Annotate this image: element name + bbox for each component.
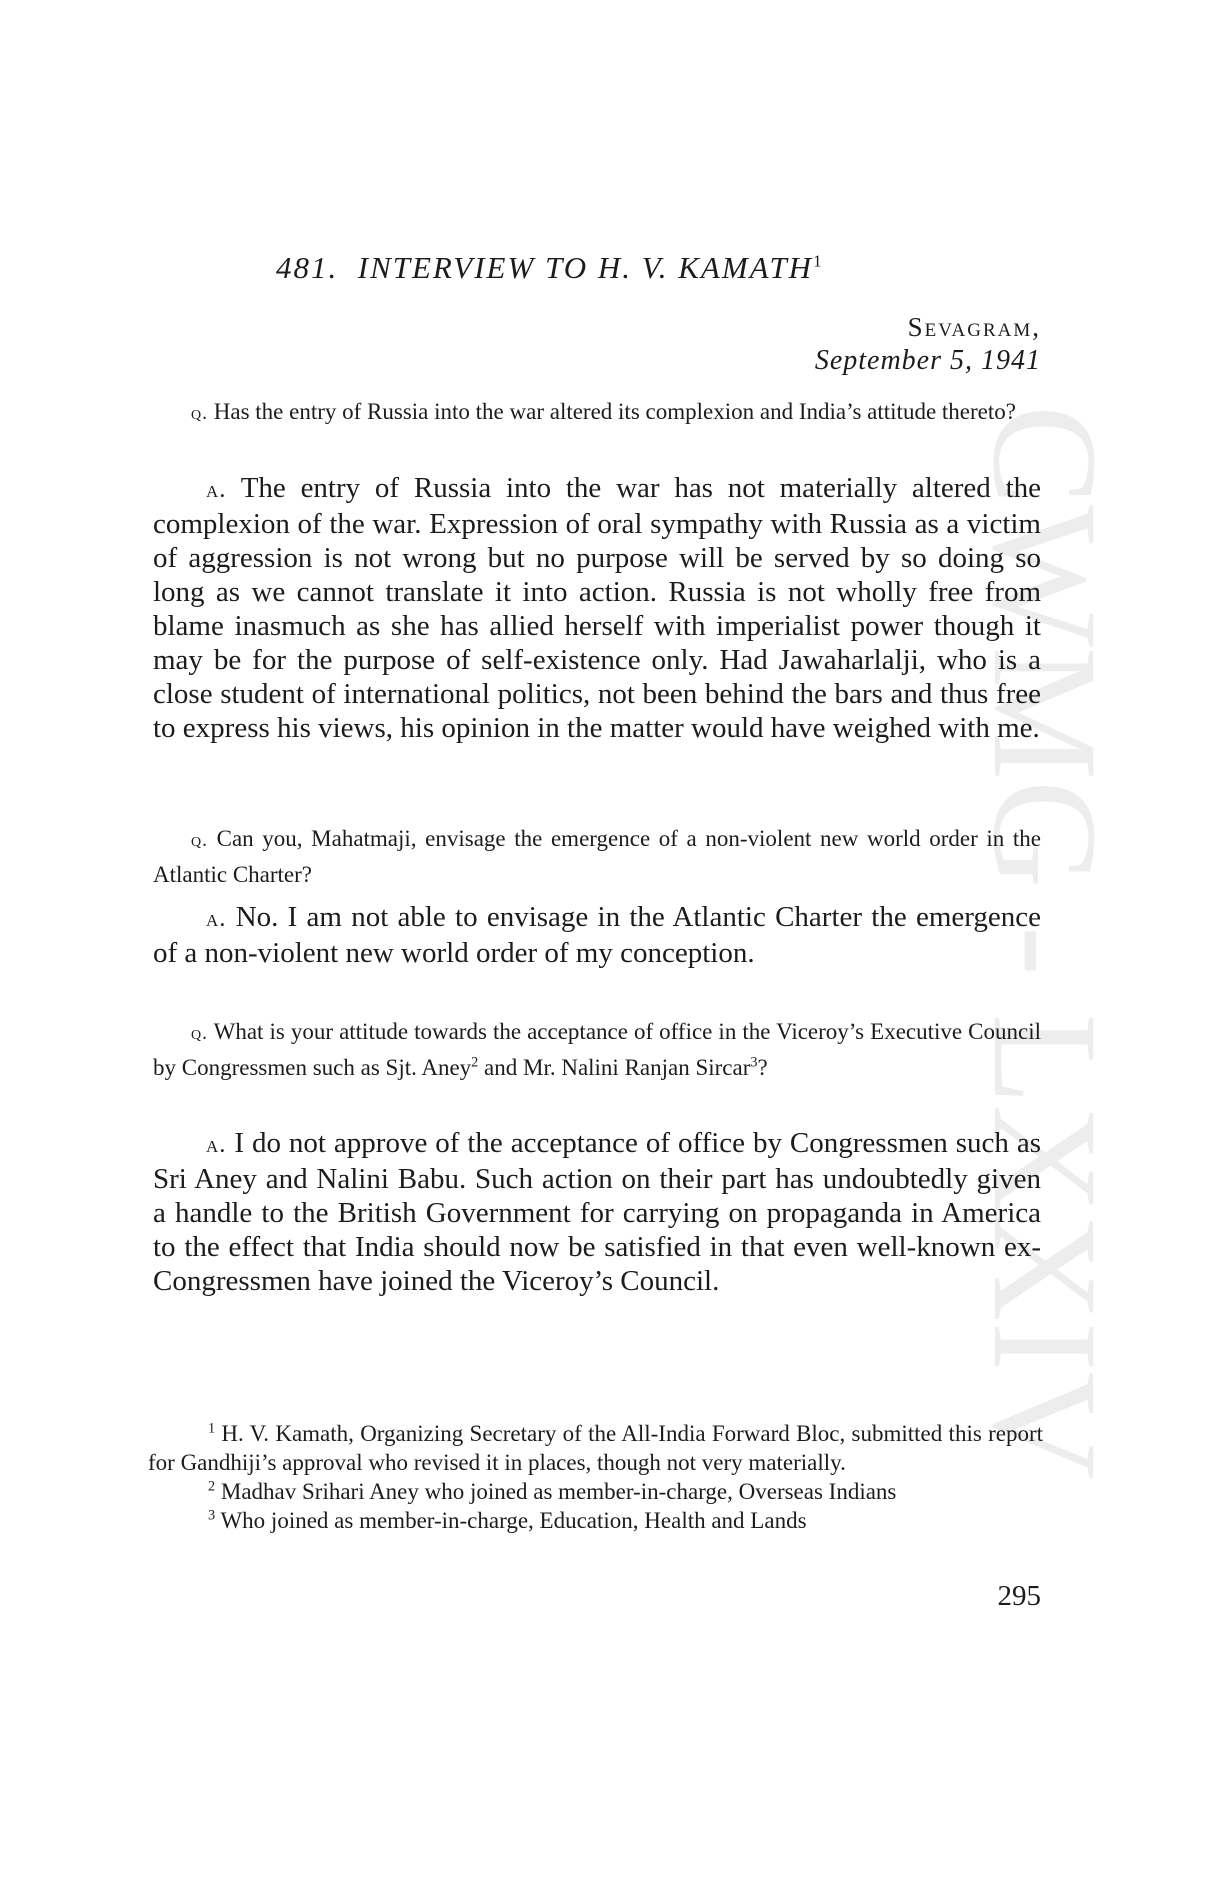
answer-marker: a. bbox=[206, 905, 227, 932]
question-marker: q. bbox=[191, 1023, 208, 1044]
footnote-1 bbox=[148, 1419, 1043, 1477]
question-text: Can you, Mahatmaji, envisage the emergence of a non-violent new world order in the Atlantic Charter? bbox=[153, 826, 1042, 887]
page-number: 295 bbox=[997, 1580, 1041, 1612]
answer-text: No. I am not able to envisage in the Atlantic Charter the emergence of a non-violent new world order of my conception. bbox=[153, 901, 1042, 969]
question-3 bbox=[153, 1015, 1041, 1085]
answer-marker: a. bbox=[206, 1131, 227, 1158]
dateline-place: Sevagram, bbox=[907, 312, 1041, 342]
footnote-number: 1 bbox=[208, 1420, 216, 1437]
footnotes bbox=[148, 1419, 1043, 1535]
question-1 bbox=[153, 395, 1041, 431]
answer-3 bbox=[153, 1126, 1041, 1298]
page-title bbox=[276, 250, 824, 286]
answer-2 bbox=[153, 900, 1041, 970]
heading-footnote-ref: 1 bbox=[813, 251, 824, 271]
answer-marker: a. bbox=[206, 476, 227, 503]
heading-number: 481. bbox=[276, 250, 339, 285]
footnote-ref-2: 2 bbox=[471, 1054, 479, 1071]
question-text: Has the entry of Russia into the war altered its complexion and India’s attitude thereto? bbox=[213, 399, 1016, 424]
footnote-number: 3 bbox=[208, 1507, 216, 1524]
answer-text: The entry of Russia into the war has not materially altered the complexion of the war. Expression of oral sympathy with Russia as a victim of aggression is not wrong but no purpose will be served by so doing so long as we cannot translate it into action. Russia is not wholly free from blame inasmuch as she has allied herself with imperialist power though it may be for the purpose of self-existence only. Had Jawaharlalji, who is a close student of international politics, not been behind the bars and thus free to express his views, his opinion in the matter would have weighed with me. bbox=[153, 472, 1041, 744]
footnote-text: Who joined as member-in-charge, Education, Health and Lands bbox=[220, 1508, 807, 1533]
footnote-2 bbox=[148, 1477, 1043, 1506]
footnote-ref-3: 3 bbox=[750, 1054, 758, 1071]
dateline-date: September 5, 1941 bbox=[814, 345, 1041, 376]
answer-text: I do not approve of the acceptance of office by Congressmen such as Sri Aney and Nalini Babu. Such action on their part has undoubtedly given a handle to the British Government for carrying on propaganda in America to the effect that India should now be satisfied in that even well-known ex-Congressmen have joined the Viceroy’s Council. bbox=[153, 1127, 1042, 1297]
watermark: CWMG - LXXIV bbox=[962, 405, 1128, 1480]
question-2 bbox=[153, 822, 1041, 892]
footnote-number: 2 bbox=[208, 1478, 216, 1495]
heading-title: INTERVIEW TO H. V. KAMATH bbox=[357, 250, 814, 285]
question-marker: q. bbox=[191, 830, 208, 851]
question-marker: q. bbox=[191, 403, 208, 424]
footnote-3 bbox=[148, 1506, 1043, 1535]
answer-1 bbox=[153, 471, 1041, 745]
question-text-end: ? bbox=[757, 1055, 768, 1080]
footnote-text: H. V. Kamath, Organizing Secretary of the All-India Forward Bloc, submitted this report for Gandhiji’s approval who revised it in places, though not very materially. bbox=[148, 1421, 1044, 1475]
question-text: What is your attitude towards the acceptance of office in the Viceroy’s Executive Council by Congressmen such as Sjt. Aney bbox=[153, 1019, 1041, 1080]
question-text-cont: and Mr. Nalini Ranjan Sircar bbox=[478, 1055, 751, 1080]
footnote-text: Madhav Srihari Aney who joined as member-in-charge, Overseas Indians bbox=[220, 1479, 897, 1504]
